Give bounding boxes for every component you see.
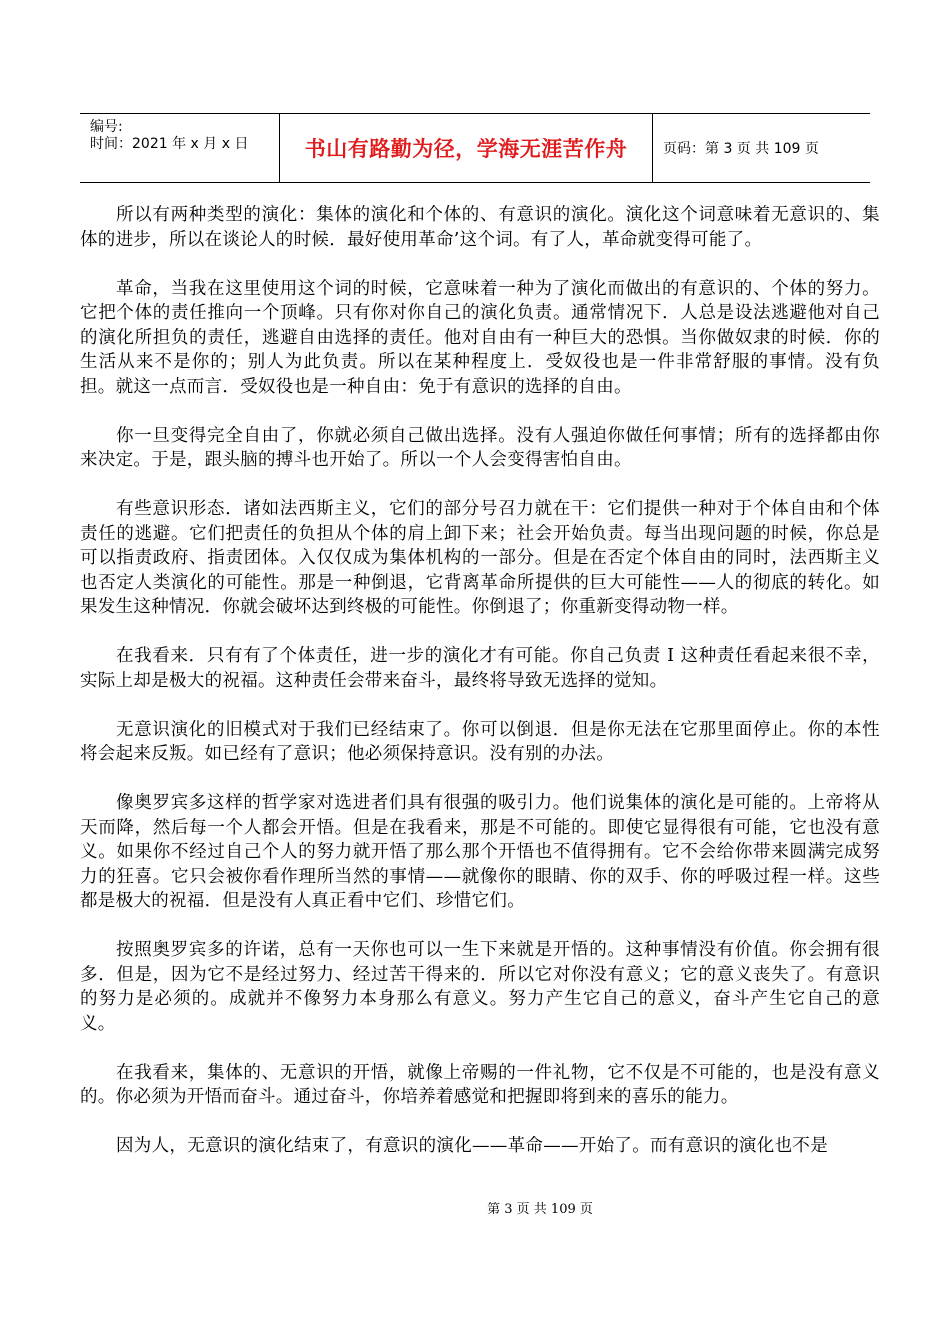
paragraph: 像奥罗宾多这样的哲学家对选进者们具有很强的吸引力。他们说集体的演化是可能的。上帝将从天而降，然后每一个人都会开悟。但是在我看来，那是不可能的。即使它显得很有可能，它也没有意义。如果你不经过自己个人的努力就开悟了那么那个开悟也不值得拥有。它不会给你带来圆满完成努力的狂喜。它只会被你看作理所当然的事情——就像你的眼睛、你的双手、你的呼吸过程一样。这些都是极大的祝福．但是没有人真正看中它们、珍惜它们。 <box>80 793 880 911</box>
header-motto: 书山有路勤为径，学海无涯苦作舟 <box>280 114 653 182</box>
time-label: 时间：2021 年 x 月 x 日 <box>90 136 249 152</box>
paragraph: 因为人，无意识的演化结束了，有意识的演化——革命——开始了。而有意识的演化也不是 <box>116 1136 828 1156</box>
document-header <box>80 113 870 183</box>
header-page-info: 页码：第 3 页 共 109 页 <box>663 141 819 157</box>
number-label: 编号: <box>90 119 123 135</box>
paragraph: 无意识演化的旧模式对于我们已经结束了。你可以倒退．但是你无法在它那里面停止。你的本性将会起来反叛。如已经有了意识；他必须保持意识。没有别的办法。 <box>80 719 880 764</box>
paragraph: 有些意识形态．诸如法西斯主义，它们的部分号召力就在干：它们提供一种对于个体自由和个体责任的逃避。它们把责任的负担从个体的肩上卸下来；社会开始负责。每当出现问题的时候，你总是可以指责政府、指责团体。入仅仅成为集体机构的一部分。但是在否定个体自由的同时，法西斯主义也否定人类演化的可能性。那是一种倒退，它背离革命所提供的巨大可能性——人的彻底的转化。如果发生这种情况．你就会破坏达到终极的可能性。你倒退了；你重新变得动物一样。 <box>80 499 880 617</box>
paragraph: 按照奥罗宾多的许诺，总有一天你也可以一生下来就是开悟的。这种事情没有价值。你会拥有很多．但是，因为它不是经过努力、经过苦干得来的．所以它对你没有意义；它的意义丧失了。有意识的努力是必须的。成就并不像努力本身那么有意义。努力产生它自己的意义，奋斗产生它自己的意义。 <box>80 940 880 1034</box>
paragraph: 所以有两种类型的演化：集体的演化和个体的、有意识的演化。演化这个词意味着无意识的、集体的进步，所以在谈论人的时候．最好使用革命’这个词。有了人，革命就变得可能了。 <box>80 205 880 250</box>
header-meta <box>80 114 280 182</box>
paragraph: 在我看来，集体的、无意识的开悟，就像上帝赐的一件礼物，它不仅是不可能的，也是没有意义的。你必须为开悟而奋斗。通过奋斗，你培养着感觉和把握即将到来的喜乐的能力。 <box>80 1062 880 1107</box>
paragraph: 革命，当我在这里使用这个词的时候，它意味着一种为了演化而做出的有意识的、个体的努力。它把个体的责任推向一个顶峰。只有你对你自己的演化负责。通常情况下．人总是设法逃避他对自己的演化所担负的责任，逃避自由选择的责任。他对自由有一种巨大的恐惧。当你做奴隶的时候．你的生活从来不是你的；别人为此负责。所以在某种程度上．受奴役也是一件非常舒服的事情。没有负担。就这一点而言．受奴役也是一种自由：免于有意识的选择的自由。 <box>80 278 880 397</box>
paragraph: 你一旦变得完全自由了，你就必须自己做出选择。没有人强迫你做任何事情；所有的选择都由你来决定。于是，跟头脑的搏斗也开始了。所以一个人会变得害怕自由。 <box>80 425 880 470</box>
page-footer: 第 3 页 共 109 页 <box>487 1202 593 1217</box>
paragraph: 在我看来．只有有了个体责任，进一步的演化才有可能。你自己负责 I 这种责任看起来很不幸，实际上却是极大的祝福。这种责任会带来奋斗，最终将导致无选择的觉知。 <box>80 646 880 691</box>
document-body <box>80 203 880 1183</box>
